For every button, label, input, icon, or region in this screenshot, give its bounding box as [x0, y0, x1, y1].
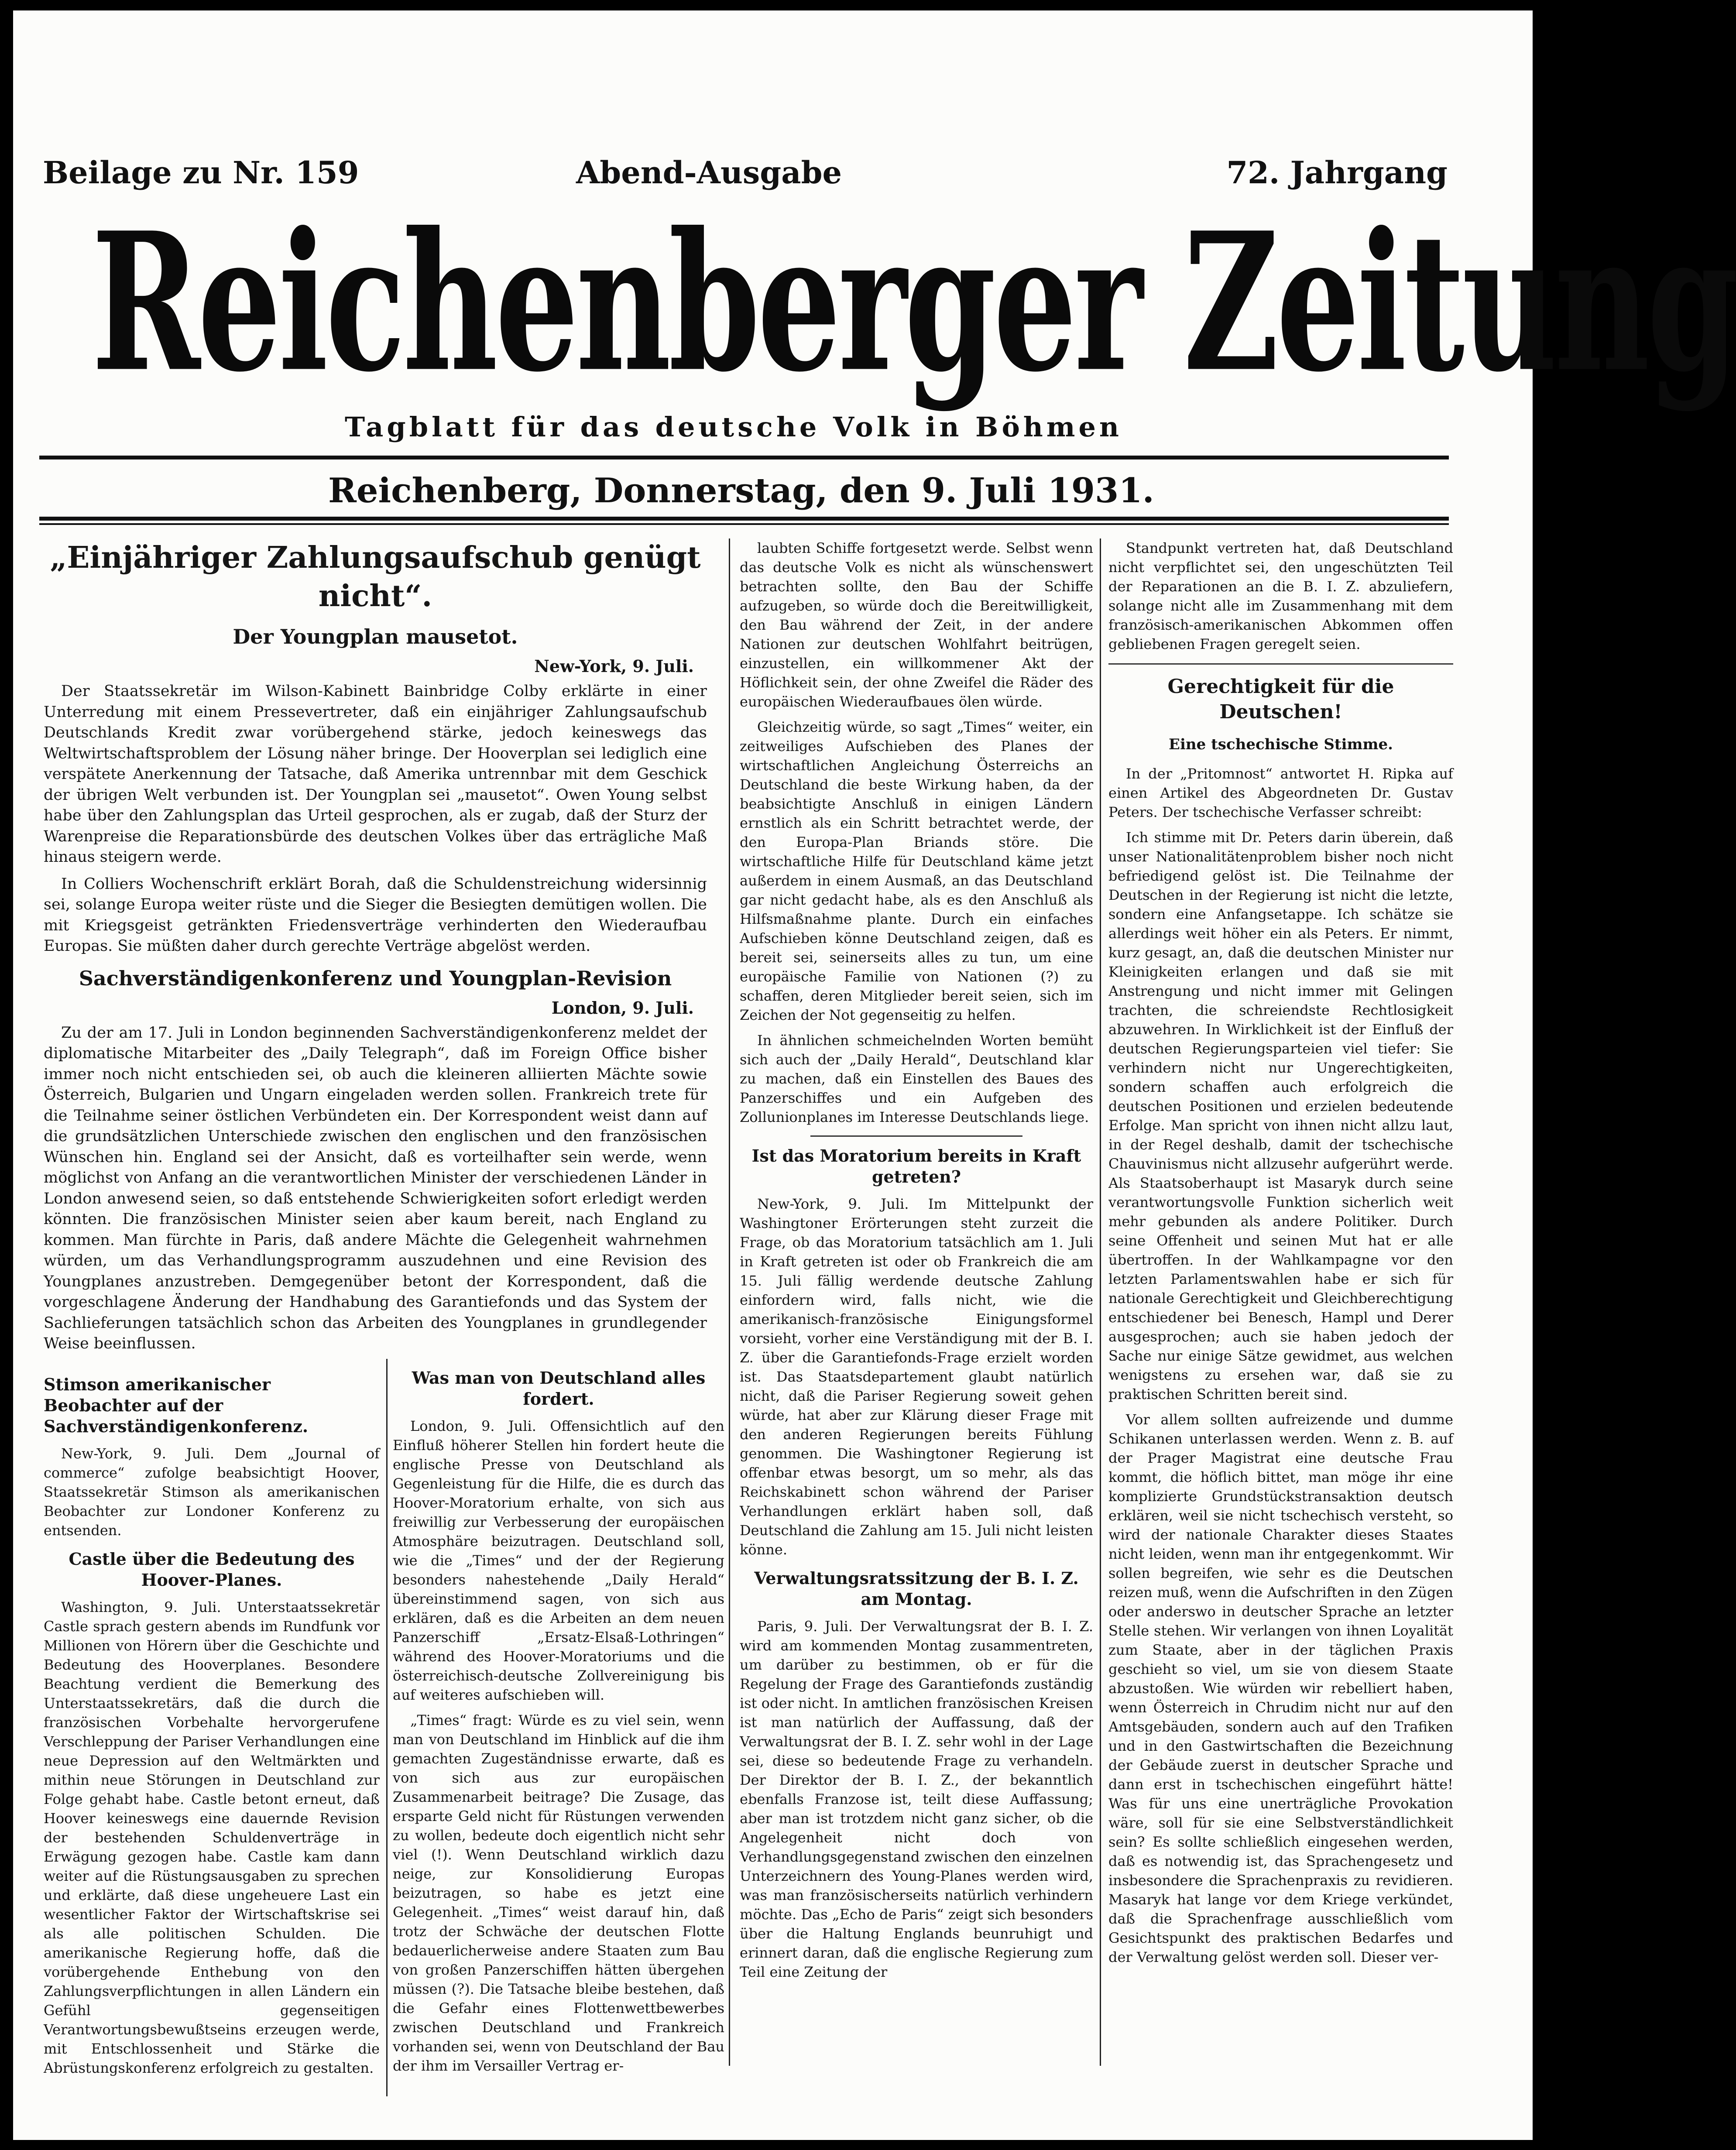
paragraph-castle: Washington, 9. Juli. Unterstaatssekretär Castle sprach gestern abends im Rundfunk vor Millionen von Hörern über die Geschichte und Bedeutung des Hooverplanes. Besondere Beachtung verdient die Bemerkung des Unterstaatssekretärs, daß die durch die französischen Vorbehalte hervorgerufene Verschleppung der Pariser Verhandlungen eine neue Depression auf den Weltmärkten und mithin neue Störungen in Deutschland zur Folge gehabt habe. Castle betont erneut, daß Hoover keineswegs eine dauernde Revision der bestehenden Schuldenverträge in Erwägung gezogen habe. Castle kam dann weiter auf die Rüstungsausgaben zu sprechen und erklärte, daß diese ungeheuere Last ein wesentlicher Faktor der Wirtschaftskrise sei als alle politischen Schulden. Die amerikanische Regierung hoffe, daß die vorübergehende Enthebung von den Zahlungsverpflichtungen in allen Ländern ein Gefühl gegenseitigen Verantwortungsbewußtseins erzeugen werde, mit Entschlossenheit und Stärke die Abrüstungskonferenz erfolgreich zu gestalten. [44, 1599, 380, 2076]
col3-separator [1108, 663, 1453, 665]
column-divider-1 [729, 538, 730, 2066]
paragraph-bis-meeting: Paris, 9. Juli. Der Verwaltungsrat der B. I. Z. wird am kommenden Montag zusammentreten, um darüber zu bestimmen, ob er für die Regelung der Frage des Garantiefonds zuständig ist oder nicht. In amtlichen französischen Kreisen ist man natürlich der Auffassung, daß der Verwaltungsrat der B. I. Z. sehr wohl in der Lage sei, diese so bedeutende Frage zu verhandeln. Der Direktor der B. I. Z., der bekanntlich ebenfalls Franzose ist, teilt diese Auffassung; aber man ist trotzdem nicht ganz sicher, ob die Angelegenheit nicht doch von Verhandlungsgegenstand zwischen den einzelnen Unterzeichnern des Young-Planes werden wird, was man französischerseits natürlich verhindern möchte. Das „Echo de Paris“ zeigt sich besonders über die Haltung Englands beunruhigt und erinnert daran, daß die englische Regierung zum Teil eine Zeitung der [740, 1618, 1093, 1980]
lead-paragraph-3: Zu der am 17. Juli in London beginnenden Sachverständigenkonferenz meldet der diplomatische Mitarbeiter des „Daily Telegraph“, daß im Foreign Office bisher immer noch nicht entschieden sei, ob auch die kleineren alliierten Mächte sowie Österreich, Bulgarien und Ungarn eingeladen werden sollen. Frankreich trete für die Teilnahme seiner östlichen Verbündeten ein. Der Korrespondent weist dann auf die grundsätzlichen Unterschiede zwischen den englischen und den französischen Wünschen hin. England sei der Ansicht, daß es vorteilhafter sein werde, wenn möglichst von Anfang an die verantwortlichen Minister der verschiedenen Länder in London anwesend seien, so daß entstehende Schwierigkeiten sofort erledigt werden könnten. Die französischen Minister seien aber kaum bereit, nach England zu kommen. Man fürchte in Paris, daß andere Mächte die Gelegenheit wahrnehmen würden, um das Verhandlungsprogramm auszudehnen und eine Revision des Youngplanes anzustreben. Demgegenüber betont der Korrespondent, daß die vorgeschlagene Änderung der Handhabung des Garantiefonds und das System der Sachlieferungen tatsächlich schon das Arbeiten des Youngplanes in grundlegender Weise beeinflussen. [44, 1024, 707, 1352]
heading-stimson: Stimson amerikanischer Beobachter auf der Sachverständigenkonferenz. [44, 1375, 309, 1436]
col2-paragraph-3: In ähnlichen schmeichelnden Worten bemüht sich auch der „Daily Herald“, Deutschland klar zu machen, daß ein Einstellen des Baues des Panzerschiffes und ein Aufgeben des Zollunionplanes im Interesse Deutschlands liege. [740, 1032, 1093, 1125]
col2-separator [810, 1135, 1022, 1137]
heading-castle: Castle über die Bedeutung des Hoover-Planes. [69, 1549, 355, 1590]
article-demands [393, 1359, 724, 2092]
paragraph-demands-1: London, 9. Juli. Offensichtlich auf den Einfluß höherer Stellen hin fordert heute die englische Presse von Deutschland als Gegenleistung für die Hilfe, die es durch das Hoover-Moratorium erhalte, von sich aus freiwillig zur Verbesserung der europäischen Atmosphäre beizutragen. Deutschland soll, wie die „Times“ und der der Regierung besonders nahestehende „Daily Herald“ übereinstimmend sagen, von sich aus erklären, daß es die Arbeiten an dem neuen Panzerschiff „Ersatz-Elsaß-Lothringen“ während des Hoover-Moratoriums und die österreichisch-deutsche Zollvereinigung bis auf weiteres aufschieben will. [393, 1418, 724, 1703]
heading-justice: Gerechtigkeit für die Deutschen! [1167, 676, 1394, 723]
subheading-czech-voice: Eine tschechische Stimme. [1169, 736, 1393, 753]
heading-moratorium: Ist das Moratorium bereits in Kraft getreten? [751, 1146, 1081, 1186]
newspaper-subtitle: Tagblatt für das deutsche Volk in Böhmen [345, 411, 1122, 443]
edition-label: Abend-Ausgabe [576, 154, 842, 191]
masthead-rule-top [39, 456, 1449, 459]
dateline-london: London, 9. Juli. [551, 998, 694, 1018]
paragraph-demands-2: „Times“ fragt: Würde es zu viel sein, wenn man von Deutschland im Hinblick auf die ihm gemachten Zugeständnisse erwarte, daß es von sich aus zur europäischen Zusammenarbeit beitrage? Die Zusage, das ersparte Geld nicht für Rüstungen verwenden zu wollen, bedeute doch eigentlich nicht sehr viel (!). Wenn Deutschland wirklich dazu neige, zur Konsolidierung Europas beizutragen, so habe es jetzt eine Gelegenheit. „Times“ weist darauf hin, daß trotz der Schwäche der deutschen Flotte bedauerlicherweise andere Staaten zum Bau von großen Panzerschiffen hätten übergehen müssen (?). Die Tatsache bleibe bestehen, daß die Gefahr eines Flottenwettbewerbes zwischen Deutschland und Frankreich vorhanden sei, wenn von Deutschland der Bau der ihm im Versailler Vertrag er- [393, 1712, 724, 2074]
issue-dateline: Reichenberg, Donnerstag, den 9. Juli 1931. [328, 471, 1154, 511]
supplement-number: Beilage zu Nr. 159 [43, 154, 359, 191]
paragraph-stimson: New-York, 9. Juli. Dem „Journal of commerce“ zufolge beabsichtigt Hoover, Staatssekretär Stimson als amerikanischen Beobachter zur Londoner Konferenz zu entsenden. [44, 1445, 380, 1539]
col3-paragraph-2: In der „Pritomnost“ antwortet H. Ripka auf einen Artikel des Abgeordneten Dr. Gustav Peters. Der tschechische Verfasser schreibt: [1108, 765, 1453, 820]
col2-paragraph-2: Gleichzeitig würde, so sagt „Times“ weiter, ein zeitweiliges Aufschieben des Planes der wirtschaftlichen Angleichung Österreichs an Deutschland die beste Wirkung haben, da der beabsichtigte Anschluß in einigen Ländern ernstlich als ein Schritt betrachtet werde, der den Europa-Plan Briands störe. Die wirtschaftliche Hilfe für Deutschland käme jetzt außerdem in einem Ausmaß, an das Deutschland gar nicht gedacht habe, als es den Anschluß als Hilfsmaßnahme plante. Durch ein einfaches Aufschieben könne Deutschland zeigen, daß es bereit sei, seinerseits alles zu tun, um eine europäische Familie von Nationen (?) zu schaffen, deren Mitglieder bereit seien, sich im Zeichen der Not gegenseitig zu helfen. [740, 719, 1093, 1023]
lead-paragraph-1: Der Staatssekretär im Wilson-Kabinett Bainbridge Colby erklärte in einer Unterredung mit einem Pressevertreter, daß ein einjähriger Zahlungsaufschub Deutschlands Kredit zwar vorübergehend stärke, jedoch keineswegs das Weltwirtschaftsproblem der Lösung näher bringe. Der Hooverplan sei lediglich eine verspätete Anerkennung der Tatsache, daß Amerika untrennbar mit dem Geschick der übrigen Welt verbunden ist. Der Youngplan sei „mausetot“. Owen Young selbst habe über den Zahlungsplan das Urteil gesprochen, als er zugab, daß der Sturz der Warenpreise die Reparationsbürde des deutschen Volkes über das erträgliche Maß hinaus steigern werde. [44, 682, 707, 866]
column-divider-2 [1100, 538, 1101, 2066]
col2-paragraph-1: laubten Schiffe fortgesetzt werde. Selbst wenn das deutsche Volk es nicht als wünschenswert betrachten sollte, den Bau der Schiffe aufzugeben, so würde doch die Bereitwilligkeit, den Bau während der Zeit, in der andere Nationen zur deutschen Wohlfahrt beitrügen, einzustellen, ein willkommener Akt der Höflichkeit sein, der ohne Zweifel die Räder des europäischen Wiederaufbaues ölen würde. [740, 540, 1093, 710]
masthead-rule-thin [39, 523, 1449, 525]
article-stimson-castle [44, 1365, 380, 2090]
masthead-rule-bottom [39, 517, 1449, 521]
column-2 [740, 538, 1093, 2092]
dateline-newyork: New-York, 9. Juli. [534, 656, 694, 676]
newspaper-title: Reichenberger Zeitung [92, 190, 1736, 414]
col3-paragraph-3: Ich stimme mit Dr. Peters darin überein, daß unser Nationalitätenproblem bisher noch nicht befriedigend gelöst ist. Die Teilnahme der Deutschen in der Regierung ist nicht die letzte, sondern eine Anfangsetappe. Ich schätze sie allerdings weit höher ein als Peters. Er nimmt, kurz gesagt, an, daß die deutschen Minister nur Kleinigkeiten erlangen und daß sie mit Anstrengung und nicht immer mit Gelingen trachten, die schreiendste Rechtlosigkeit abzuwehren. In Wirklichkeit ist der Einfluß der deutschen Regierungsparteien viel tiefer: Sie verhindern nicht nur Ungerechtigkeiten, sondern schaffen auch erfolgreich die deutschen Positionen und erzielen bedeutende Erfolge. Man spricht von ihnen nicht allzu laut, in der Regel deshalb, damit der tschechische Chauvinismus nicht allzusehr aufgerührt werde. Als Staatsoberhaupt ist Masaryk durch seine verantwortungsvolle Funktion sicherlich weit mehr gebunden als andere Politiker. Durch seine Offenheit und seinen Mut hat er alle übertroffen. In der Wahlkampagne vor den letzten Parlamentswahlen habe er sich für nationale Gerechtigkeit und Gleichberechtigung entschiedener bei Benesch, Hampl und Derer ausgesprochen; auch sie haben jedoch der Sache nur einige Sätze gewidmet, aus welchen wenigstens zu ersehen war, daß sie zu praktischen Schritten bereit sind. [1108, 829, 1453, 1402]
column-3 [1108, 538, 1453, 2092]
column-divider-lower [386, 1359, 388, 2096]
heading-demands: Was man von Deutschland alles fordert. [412, 1368, 706, 1409]
newspaper-page [13, 10, 1736, 2140]
lead-subheadline: Der Youngplan mausetot. [233, 625, 518, 648]
col3-paragraph-1: Standpunkt vertreten hat, daß Deutschland nicht verpflichtet sei, den ungeschützten Teil der Reparationen an die B. I. Z. abzuliefern, solange nicht alle im Zusammenhang mit dem französisch-amerikanischen Abkommen offen gebliebenen Fragen geregelt seien. [1108, 540, 1453, 652]
volume-year: 72. Jahrgang [1226, 154, 1448, 191]
lead-headline: „Einjähriger Zahlungsaufschub genügt nicht“. [50, 540, 701, 614]
lead-paragraph-2: In Colliers Wochenschrift erklärt Borah, daß die Schuldenstreichung widersinnig sei, solange Europa weiter rüste und die Sieger die Besiegten demütigen wollen. Die mit Kriegsgeist getränkten Friedensverträge verhinderten den Wiederaufbau Europas. Sie müßten daher durch gerechte Verträge abgelöst werden. [44, 875, 707, 955]
paragraph-moratorium: New-York, 9. Juli. Im Mittelpunkt der Washingtoner Erörterungen steht zurzeit die Frage, ob das Moratorium tatsächlich am 1. Juli in Kraft getreten ist oder ob Frankreich die am 15. Juli fällig werdende deutsche Zahlung einfordern wird, falls nicht, wie die amerikanisch-französische Einigungsformel vorsieht, vorher eine Verständigung mit der B. I. Z. über die Garantiefonds-Frage erzielt worden ist. Das Staatsdepartement glaubt natürlich nicht, daß die Pariser Regierung soweit gehen würde, hat aber zur Klärung dieser Frage mit den anderen Regierungen bereits Fühlung genommen. Die Washingtoner Regierung ist offenbar etwas besorgt, um so mehr, als das Reichskabinett schon während der Pariser Verhandlungen erklärt haben soll, daß Deutschland die Zahlung am 15. Juli nicht leisten könne. [740, 1196, 1093, 1558]
heading-bis-meeting: Verwaltungsratssitzung der B. I. Z. am Montag. [754, 1568, 1079, 1609]
section-heading-conference: Sachverständigenkonferenz und Youngplan-Revision [79, 966, 672, 990]
col3-paragraph-4: Vor allem sollten aufreizende und dumme Schikanen unterlassen werden. Wenn z. B. auf der Prager Magistrat eine deutsche Frau kommt, die höflich bittet, man möge ihr eine komplizierte Grundstückstransaktion deutsch erklären, weil sie nicht tschechisch versteht, so wird der nationale Charakter dieses Staates nicht leiden, wenn man ihr entgegenkommt. Wir sollen begreifen, wie sehr es die Deutschen reizen muß, wenn die Aufschriften in den Zügen oder anderswo in deutscher Sprache an letzter Stelle stehen. Wir verlangen von ihnen Loyalität zum Staate, aber in der täglichen Praxis geschieht so viel, um sie von diesem Staate abzustoßen. Wie würden wir rebelliert haben, wenn Österreich in Chrudim nicht nur auf den Amtsgebäuden, sondern auch auf den Trafiken und in den Gastwirtschaften die Bezeichnung der Gebäude zuerst in deutscher Sprache und dann erst in tschechischen eingeführt hätte! Was für uns eine unerträgliche Provokation wäre, soll für sie eine Selbstverständlichkeit sein? Es sollte schließlich eingesehen werden, daß es notwendig ist, das Sprachengesetz und insbesondere die Sprachenpraxis zu revidieren. Masaryk hat lange vor dem Kriege verkündet, daß die Sprachenfrage ausschließlich vom Gesichtspunkt des praktischen Bedarfes und der Verwaltung gelöst werden soll. Dieser ver- [1108, 1411, 1453, 1965]
